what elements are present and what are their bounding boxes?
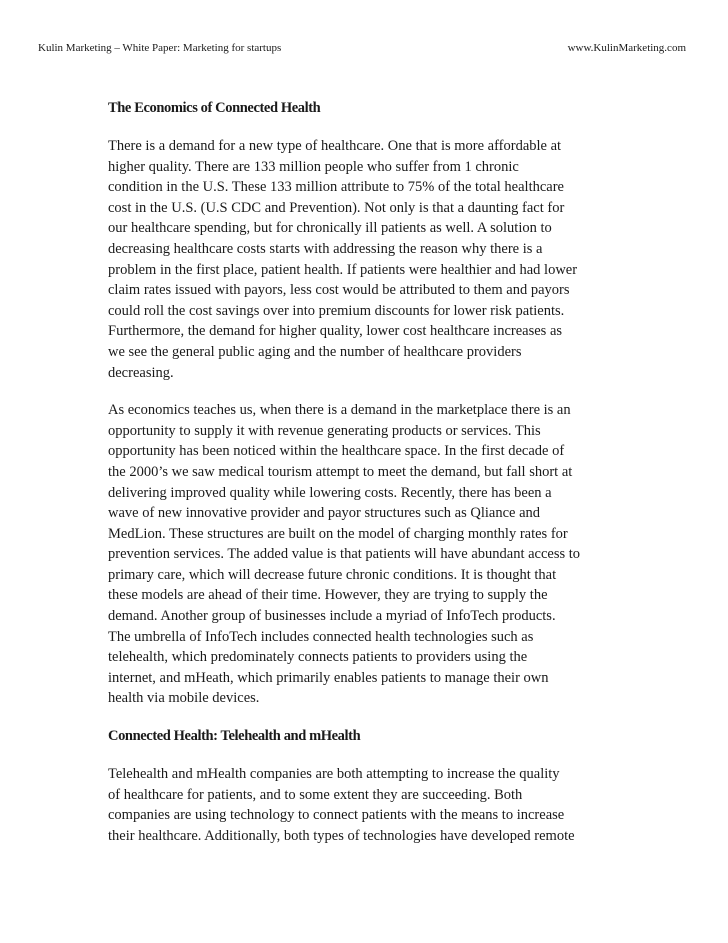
section-heading: Connected Health: Telehealth and mHealth <box>108 728 361 745</box>
paragraph <box>108 400 628 709</box>
text-line: opportunity has been noticed within the healthcare space. In the first decade of <box>108 443 565 460</box>
text-line: As economics teaches us, when there is a demand in the marketplace there is an <box>108 402 571 419</box>
text-line: their healthcare. Additionally, both types of technologies have developed remote <box>108 827 575 844</box>
text-line: decreasing healthcare costs starts with addressing the reason why there is a <box>108 240 543 257</box>
section-economics <box>108 98 628 709</box>
paragraph <box>108 764 628 846</box>
text-line: the 2000’s we saw medical tourism attempt to meet the demand, but fall short at <box>108 463 573 480</box>
section-heading: The Economics of Connected Health <box>108 100 321 116</box>
text-line: wave of new innovative provider and payor structures such as Qliance and <box>108 505 541 522</box>
text-line: could roll the cost savings over into premium discounts for lower risk patients. <box>108 302 565 319</box>
text-line: cost in the U.S. (U.S CDC and Prevention). Not only is that a daunting fact for <box>108 199 565 216</box>
section-connected-health <box>108 726 628 846</box>
header-website: www.KulinMarketing.com <box>567 42 686 54</box>
text-line: we see the general public aging and the number of healthcare providers <box>108 343 522 360</box>
text-line: opportunity to supply it with revenue generating products or services. This <box>108 422 541 439</box>
text-line: condition in the U.S. These 133 million attribute to 75% of the total healthcare <box>108 179 564 196</box>
text-line: prevention services. The added value is that patients will have abundant access to <box>108 546 581 563</box>
text-line: these models are ahead of their time. However, they are trying to supply the <box>108 587 548 604</box>
text-line: demand. Another group of businesses include a myriad of InfoTech products. <box>108 608 556 625</box>
text-line: claim rates issued with payors, less cost would be attributed to them and payors <box>108 282 570 299</box>
text-line: The umbrella of InfoTech includes connected health technologies such as <box>108 628 534 645</box>
text-line: internet, and mHeath, which primarily enables patients to manage their own <box>108 669 549 686</box>
text-line: Telehealth and mHealth companies are both attempting to increase the quality <box>108 766 560 783</box>
text-line: decreasing. <box>108 364 174 381</box>
text-line: delivering improved quality while lowering costs. Recently, there has been a <box>108 484 552 501</box>
document-body <box>108 98 628 863</box>
text-line: telehealth, which predominately connects patients to providers using the <box>108 649 528 666</box>
text-line: companies are using technology to connect patients with the means to increase <box>108 807 565 824</box>
text-line: our healthcare spending, but for chronically ill patients as well. A solution to <box>108 220 552 237</box>
text-line: problem in the first place, patient health. If patients were healthier and had lower <box>108 261 578 278</box>
text-line: primary care, which will decrease future chronic conditions. It is thought that <box>108 566 557 583</box>
text-line: MedLion. These structures are built on the model of charging monthly rates for <box>108 525 568 542</box>
text-line: of healthcare for patients, and to some extent they are succeeding. Both <box>108 786 523 803</box>
text-line: health via mobile devices. <box>108 690 260 707</box>
text-line: There is a demand for a new type of healthcare. One that is more affordable at <box>108 138 562 154</box>
paragraph <box>108 136 628 383</box>
text-line: Furthermore, the demand for higher quality, lower cost healthcare increases as <box>108 323 563 340</box>
text-line: higher quality. There are 133 million people who suffer from 1 chronic <box>108 158 519 175</box>
header-title: Kulin Marketing – White Paper: Marketing for startups <box>38 42 282 54</box>
